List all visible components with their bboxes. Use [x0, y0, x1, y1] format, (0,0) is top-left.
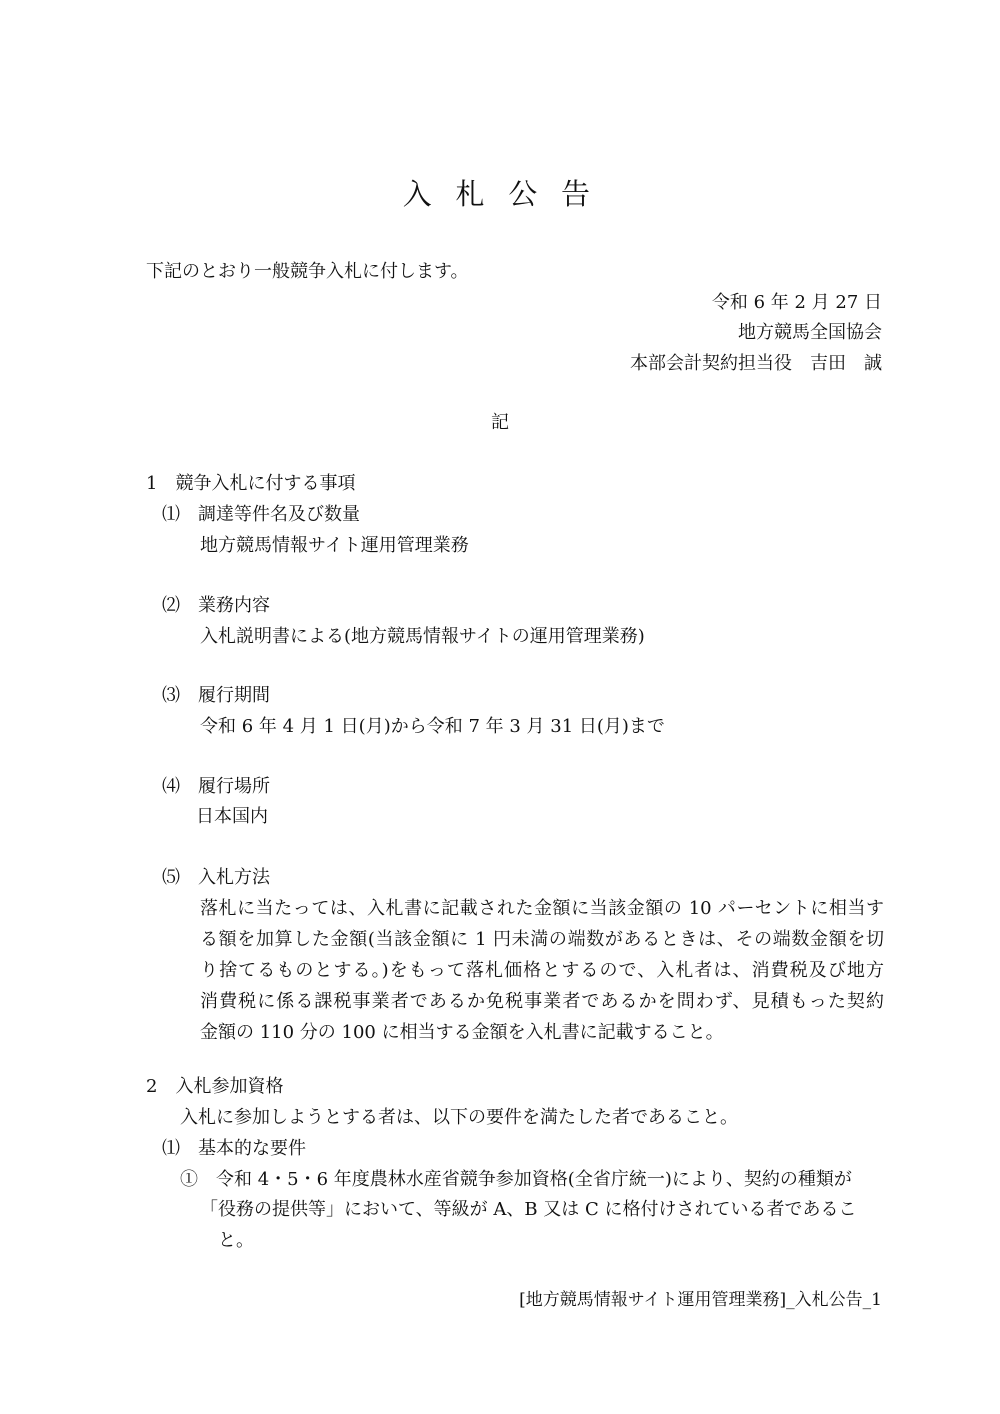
page-footer: [地方競馬情報サイト運用管理業務]_入札公告_1 — [519, 1290, 882, 1310]
item5-line: り捨てるものとする。)をもって落札価格とするので、入札者は、消費税及び地方 — [200, 960, 884, 981]
page-title: 入 札 公 告 — [402, 177, 598, 211]
item1-body: 地方競馬情報サイト運用管理業務 — [200, 535, 469, 556]
item4-body: 日本国内 — [196, 806, 268, 827]
section2-sub1-line: ① 令和 4・5・6 年度農林水産省競争参加資格(全省庁統一)により、契約の種類が — [180, 1169, 852, 1190]
item5-heading: ⑸ 入札方法 — [162, 867, 270, 888]
item2-body: 入札説明書による(地方競馬情報サイトの運用管理業務) — [200, 626, 645, 647]
item5-paragraph — [200, 893, 884, 1048]
section2-heading: 2 入札参加資格 — [146, 1076, 284, 1097]
item4-heading: ⑷ 履行場所 — [162, 776, 270, 797]
signatory: 本部会計契約担当役 吉田 誠 — [630, 353, 882, 374]
issue-date: 令和 6 年 2 月 27 日 — [711, 292, 882, 313]
intro-text: 下記のとおり一般競争入札に付します。 — [146, 261, 469, 282]
organization-name: 地方競馬全国協会 — [738, 322, 882, 343]
item5-line: 消費税に係る課税事業者であるか免税事業者であるかを問わず、見積もった契約 — [200, 991, 884, 1012]
item5-line: る額を加算した金額(当該金額に 1 円未満の端数があるときは、その端数金額を切 — [200, 929, 884, 950]
section2-sub1-line: と。 — [218, 1230, 254, 1251]
ki-mark: 記 — [491, 412, 509, 433]
item3-body: 令和 6 年 4 月 1 日(月)から令和 7 年 3 月 31 日(月)まで — [200, 716, 665, 737]
item3-heading: ⑶ 履行期間 — [162, 685, 270, 706]
item5-line: 落札に当たっては、入札書に記載された金額に当該金額の 10 パーセントに相当す — [200, 898, 884, 919]
section2-sub1-line: 「役務の提供等」において、等級が A、B 又は C に格付けされている者であるこ — [200, 1199, 857, 1220]
item1-heading: ⑴ 調達等件名及び数量 — [162, 504, 360, 525]
item5-line: 金額の 110 分の 100 に相当する金額を入札書に記載すること。 — [200, 1022, 724, 1043]
section1-heading: 1 競争入札に付する事項 — [146, 473, 356, 494]
section2-item1-heading: ⑴ 基本的な要件 — [162, 1138, 306, 1159]
section2-intro: 入札に参加しようとする者は、以下の要件を満たした者であること。 — [180, 1107, 738, 1128]
item2-heading: ⑵ 業務内容 — [162, 595, 270, 616]
